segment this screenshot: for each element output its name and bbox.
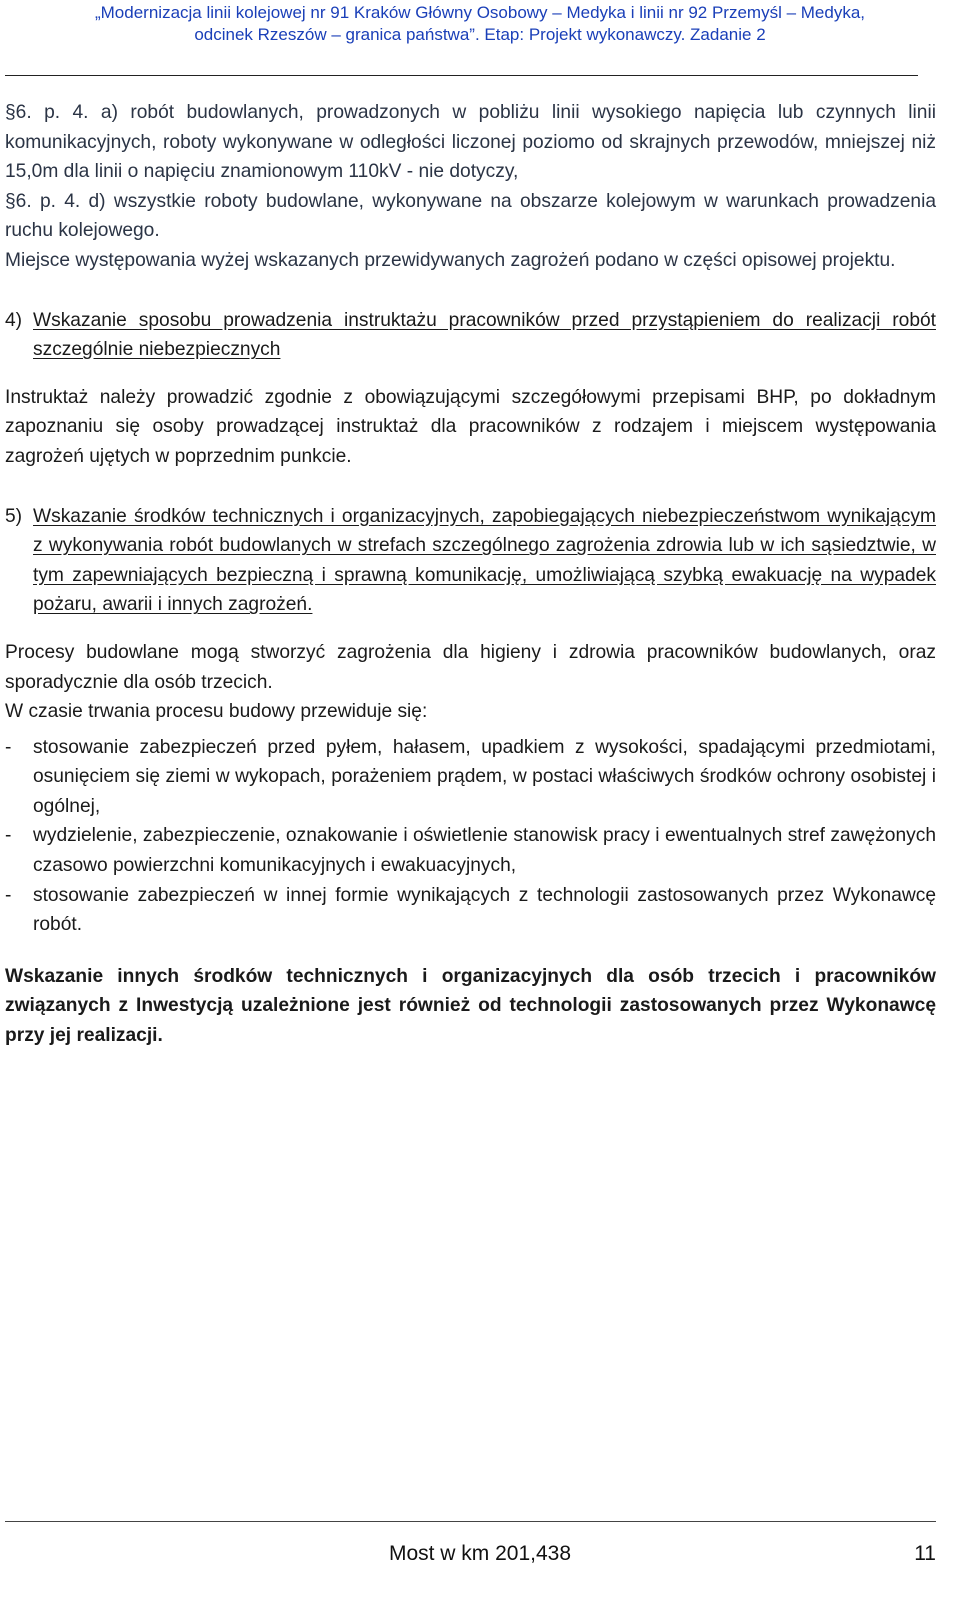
section-5-title: Wskazanie środków technicznych i organizacyjnych, zapobiegających niebezpieczeństwom wynikającym z wykonywania robót budowlanych w strefach szczególnego zagrożenia zdrowia lub w ich sąsiedztwie, w tym zapewniających bezpieczną i sprawną komunikację, umożliwiającą szybką ewakuację na wypadek pożaru, awarii i innych zagrożeń. [33, 505, 936, 616]
section-4-text: Instruktaż należy prowadzić zgodnie z obowiązującymi szczegółowymi przepisami BHP, po dokładnym zapoznaniu się osoby prowadzącej instruktaż dla pracowników z rodzajem i miejscem występowania zagrożeń ujętych w poprzednim punkcie. [5, 386, 936, 467]
bullet-dash: - [5, 736, 12, 758]
section-5-heading [5, 502, 936, 620]
list-item [5, 821, 936, 880]
header-line-2: odcinek Rzeszów – granica państwa”. Etap: Projekt wykonawczy. Zadanie 2 [194, 25, 766, 44]
paragraph-6-4-d: §6. p. 4. d) wszystkie roboty budowlane, wykonywane na obszarze kolejowym w warunkach prowadzenia ruchu kolejowego. [5, 190, 936, 242]
list-item-text: wydzielenie, zabezpieczenie, oznakowanie i oświetlenie stanowisk pracy i ewentualnych stref zawężonych czasowo powierzchni komunikacyjnych i ewakuacyjnych, [33, 825, 936, 877]
footer-divider [5, 1521, 936, 1522]
section-5-paragraph-1: Procesy budowlane mogą stworzyć zagrożenia dla higieny i zdrowia pracowników budowlanych, oraz sporadycznie dla osób trzecich. [5, 641, 936, 693]
document-header [0, 0, 960, 46]
paragraph-6-4-a: §6. p. 4. a) robót budowlanych, prowadzonych w pobliżu linii wysokiego napięcia lub czynnych linii komunikacyjnych, roboty wykonywane w odległości liczonej poziomo od skrajnych przewodów, mniejszej niż 15,0m dla linii o napięciu znamionowym 110kV - nie dotyczy, [5, 102, 936, 183]
bullet-dash: - [5, 884, 12, 906]
section-4-heading [5, 306, 936, 365]
section-5-number: 5) [5, 505, 23, 527]
bold-note: Wskazanie innych środków technicznych i organizacyjnych dla osób trzecich i pracowników związanych z Inwestycją uzależnione jest również od technologii zastosowanych przez Wykonawcę przy jej realizacji. [5, 965, 936, 1047]
list-item [5, 733, 936, 822]
header-line-1: „Modernizacja linii kolejowej nr 91 Kraków Główny Osobowy – Medyka i linii nr 92 Przemyśl – Medyka, [94, 3, 866, 22]
page-number: 11 [914, 1542, 936, 1565]
paragraph-hazard-location: Miejsce występowania wyżej wskazanych przewidywanych zagrożeń podano w części opisowej projektu. [5, 249, 896, 271]
section-4-title: Wskazanie sposobu prowadzenia instruktażu pracowników przed przystąpieniem do realizacji robót szczególnie niebezpiecznych [33, 309, 936, 361]
section-4-number: 4) [5, 309, 23, 331]
list-item-text: stosowanie zabezpieczeń przed pyłem, hałasem, upadkiem z wysokości, spadającymi przedmiotami, osunięciem się ziemi w wykopach, porażeniem prądem, w postaci właściwych środków ochrony osobistej i ogólnej, [33, 736, 936, 817]
document-body [5, 98, 936, 1051]
header-divider [5, 75, 918, 76]
bullet-dash: - [5, 825, 12, 847]
list-item-text: stosowanie zabezpieczeń w innej formie wynikających z technologii zastosowanych przez Wykonawcę robót. [33, 884, 936, 936]
list-item [5, 881, 936, 940]
footer-title: Most w km 201,438 [388, 1542, 572, 1565]
section-5-paragraph-2: W czasie trwania procesu budowy przewiduje się: [5, 701, 428, 723]
